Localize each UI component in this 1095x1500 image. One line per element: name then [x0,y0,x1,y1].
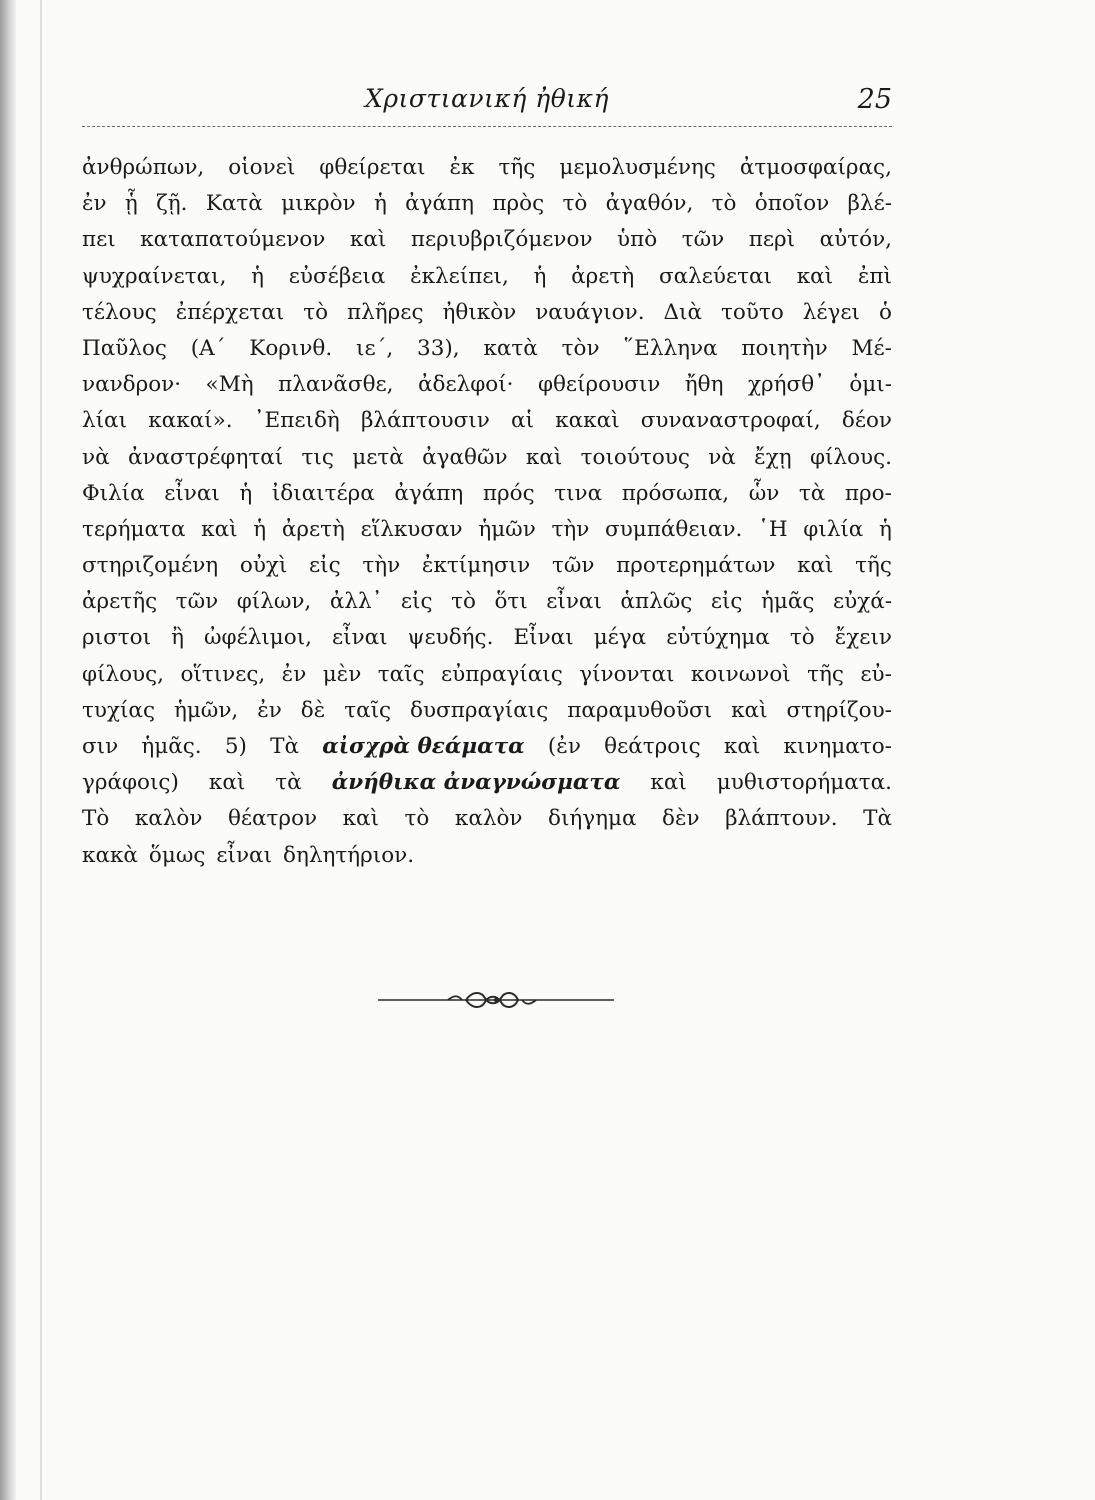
word: σιν [82,734,119,759]
word: τις [301,444,334,470]
word: Κορινθ. [249,335,333,361]
word: τοῦτο [721,299,784,325]
word: ἀρετὴ [281,516,345,542]
word: μικρὸν [281,191,356,217]
word: ῾Η [758,516,788,542]
word: ζῇ. [156,191,188,217]
word: κακὰ [82,842,138,868]
page-number: 25 [857,84,892,115]
word: καλὸν [454,806,523,832]
word: ἐπὶ [857,263,892,289]
word: χρήσθ᾿ [747,372,825,398]
word: ἢ [171,625,184,651]
word: εὐχά- [832,589,892,615]
word: μέγα [593,625,647,651]
word: ὁποῖον [754,191,830,217]
word: καὶ [650,770,687,796]
word: ἀγαθῶν [422,444,508,470]
word: καὶ [797,553,834,579]
word: τῆς [855,553,892,579]
word: σαλεύεται [658,263,772,289]
word: Τὸ [82,806,110,832]
body-text [82,150,892,874]
word: Τὰ [863,806,892,832]
word: ἐκτίμησιν [421,553,531,579]
page-edge-line [40,0,42,1500]
text-line [82,548,892,584]
word: διήγημα [548,806,637,832]
word: φίλους, [82,661,165,687]
word: (Α΄ [190,335,226,361]
word: συμπάθειαν. [605,516,743,542]
word: βλάπτουν. [725,806,838,832]
text-line [82,693,892,729]
word: ἐν [82,191,107,217]
word: ριστοι [82,625,152,651]
word: δυσπραγίαις [410,697,549,723]
word: μεμολυσμένης [559,155,716,180]
page-header [82,84,892,124]
word: τῶν [551,553,595,579]
word: πλανᾶσθε, [278,372,394,398]
word: ἀγάπη [394,480,464,506]
word: καταπατούμενον [140,227,326,253]
word: πει [82,227,116,253]
text-line [82,584,892,620]
text-line [82,150,892,186]
text-line [82,331,892,367]
word: νὰ [708,444,736,470]
word: φθείρεται [319,155,426,180]
word: προτερημάτων [616,553,776,579]
word: ὅτι [494,589,528,615]
word: ἀνθρώπων, [82,155,205,180]
word: καὶ [201,516,238,542]
word: τῶν [175,589,219,615]
text-line [82,838,892,874]
word: ᾿Επειδὴ [253,408,340,434]
word: τὰ [275,770,302,796]
word: λίαι [82,408,128,434]
word: ἔχῃ [754,444,792,470]
word: 5) [224,734,247,759]
text-line [82,801,892,837]
text-line [82,657,892,693]
word: νανδρον· [82,372,182,398]
word: ἔχειν [834,625,892,651]
word: οἵτινες, [180,661,266,687]
word: πλῆρες [347,299,424,325]
word: θεάτροις [604,734,701,759]
word: εὐ- [860,661,892,687]
word: καὶ [723,734,761,759]
word: τῆς [498,155,536,180]
word: εἰς [400,589,433,615]
word: τὸ [404,806,430,832]
word: ἀρετῆς [82,589,158,615]
text-line [82,222,892,258]
word: καὶ [796,263,834,289]
word: κινηματο- [783,734,892,759]
word: τερήματα [82,516,186,542]
word: πρόσωπα, [621,480,730,506]
word: ἀδελφοί· [417,372,514,398]
word: πρός [482,480,535,506]
word: ἀλλ᾿ [329,589,383,615]
word: μετὰ [352,444,404,470]
end-ornament-icon [378,988,614,1012]
text-line [82,729,892,765]
word: οὐχὶ [239,553,288,579]
word: εἰς [309,553,341,579]
word: ἀτμοσφαίρας, [739,155,892,180]
word: στηρίζου- [786,697,892,723]
word: ὠφέλιμοι, [204,625,312,651]
word: ἐκλείπει, [410,263,509,289]
word: παραμυθοῦσι [567,697,713,723]
word: βλάπτουσιν [360,408,490,434]
word: ἡμῶν, [173,697,239,723]
word: εἶναι [546,589,602,615]
word: «Μὴ [205,372,254,398]
word: εἶναι [332,625,388,651]
word: ἀγαθόν, [605,191,694,217]
word: περιυβριζόμενον [410,227,593,253]
emphasized-phrase: ἀνήθικα ἀναγνώσματα [331,770,621,796]
text-line [82,765,892,801]
word: ἡ [373,191,387,217]
word: τῶν [681,227,725,253]
word: πρὸς [492,191,545,217]
word: μὲν [322,661,362,687]
word: προ- [844,480,892,506]
word: ἡ [533,263,547,289]
word: ναυάγιον. [535,299,645,325]
word: περὶ [748,227,796,253]
word: καὶ [342,806,379,832]
word: φίλους. [809,444,892,470]
text-line [82,295,892,331]
word: τὰ [798,480,826,506]
word: αἱ [511,408,534,434]
word: ἰδιαιτέρα [271,480,375,506]
word: ἐπέρχεται [175,299,285,325]
word: Παῦλος [82,335,167,361]
word: κοινωνοὶ [690,661,791,687]
word: νὰ [82,444,110,470]
word: τὸ [711,191,737,217]
word: ἠθικὸν [442,299,517,325]
word: εἰς [710,589,743,615]
word: ἐκ [449,155,475,180]
word: γράφοις) [82,770,179,796]
word: τὴν [362,553,401,579]
word: κακαί». [148,408,233,434]
word: (ἐν [547,734,581,759]
word: ἡ [251,263,265,289]
emphasized-phrase: αἰσχρὰ θεάματα [322,734,525,759]
word: ἐν [257,697,282,723]
word: καὶ [349,227,387,253]
word: ἡμῶν [478,516,536,542]
word: κακαὶ [555,408,620,434]
text-line [82,476,892,512]
text-line [82,512,892,548]
word: φίλων, [236,589,312,615]
word: ἁπλῶς [620,589,693,615]
word: ἡμᾶς. [141,734,202,759]
word: ᾗ [124,191,138,217]
word: ὁμι- [849,372,892,398]
text-line [82,620,892,656]
word: ἀναστρέφηταί [127,444,284,470]
word: τὸ [451,589,476,615]
word: εὐπραγίαις [441,661,563,687]
word: Μέ- [851,335,892,361]
word: καὶ [525,444,563,470]
word: ἤθη [684,372,724,398]
word: κατὰ [483,335,538,361]
text-line [82,186,892,222]
word: οἱονεὶ [228,155,296,180]
word: Φιλία [82,480,145,506]
word: Εἶναι [513,625,574,651]
word: ταῖς [344,697,392,723]
word: δὲ [300,697,326,723]
page-edge-shadow [0,0,16,1500]
word: εἵλκυσαν [360,516,463,542]
word: Διὰ [663,299,703,325]
word: τῆς [807,661,844,687]
word: ὑπὸ [617,227,658,253]
header-rule [82,126,892,127]
word: Τὰ [270,734,299,759]
word: εὐσέβεια [288,263,386,289]
word: αὐτόν, [819,227,892,253]
word: καὶ [731,697,768,723]
word: τὸ [303,299,329,325]
word: ἡ [253,516,267,542]
word: τινα [554,480,603,506]
word: τέλους [82,299,157,325]
word: φιλία [803,516,864,542]
word: δηλητήριον. [283,842,415,868]
word: ἡμᾶς [761,589,815,615]
text-line [82,259,892,295]
word: ῞Ελληνα [623,335,718,361]
word: ὁ [878,299,892,325]
running-title: Χριστιανική ἠθική [365,84,609,113]
word: ὅμως [148,842,206,868]
word: συναναστροφαί, [640,408,821,434]
word: τοιούτους [580,444,690,470]
word: θέατρον [227,806,318,832]
word: μυθιστορήματα. [716,770,892,796]
word: ἀρετὴ [571,263,635,289]
word: εἶναι [164,480,220,506]
word: Κατὰ [205,191,263,217]
word: στηριζομένη [82,553,219,579]
word: ψευδής. [407,625,494,651]
word: ταῖς [377,661,425,687]
word: τὸ [789,625,815,651]
word: βλέ- [847,191,892,217]
word: γίνονται [579,661,675,687]
word: ὧν [748,480,780,506]
word: καλὸν [134,806,203,832]
word: λέγει [802,299,860,325]
word: 33), [417,335,460,361]
text-line [82,367,892,403]
word: ψυχραίνεται, [82,263,227,289]
word: τὸ [562,191,588,217]
word: ἀγάπη [405,191,475,217]
word: ἡ [879,516,892,542]
word: τὸν [561,335,600,361]
word: εἶναι [216,842,273,868]
word: καὶ [208,770,246,796]
text-line [82,440,892,476]
word: ἡ [239,480,253,506]
word: ἐν [281,661,307,687]
word: τὴν [551,516,590,542]
word: ιε΄, [356,335,394,361]
word: φθείρουσιν [537,372,661,398]
text-line [82,403,892,439]
word: δὲν [662,806,700,832]
word: εὐτύχημα [666,625,770,651]
word: δέον [841,408,892,434]
word: τυχίας [82,697,155,723]
word: ποιητὴν [741,335,828,361]
